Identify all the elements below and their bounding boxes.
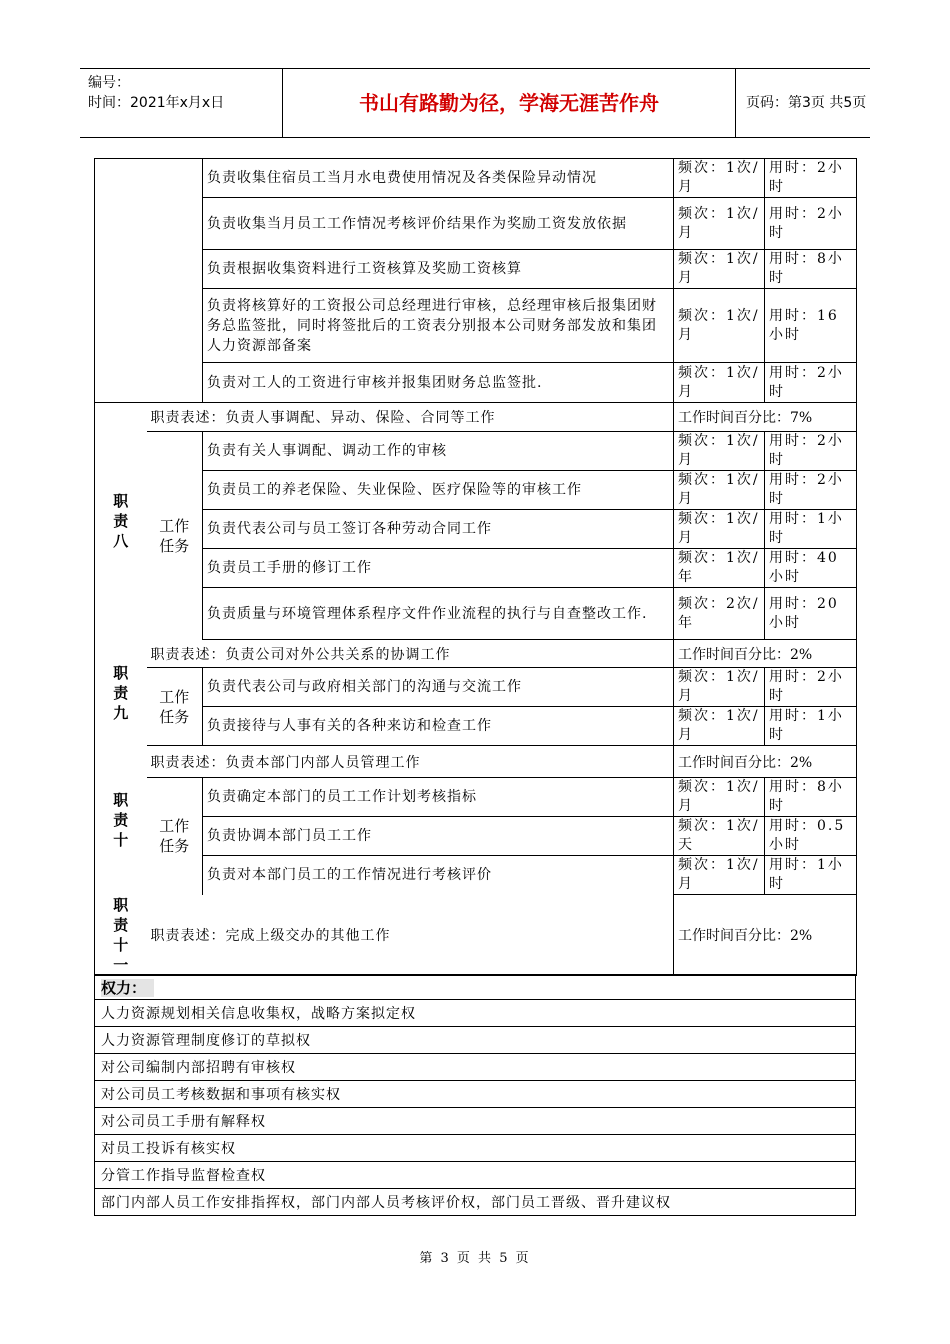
task-frequency: 频次：1次/天 [674, 817, 765, 856]
table-row [95, 250, 857, 289]
table-row [95, 289, 857, 363]
table-row [95, 817, 857, 856]
task-duration: 用时：2小时 [765, 668, 857, 707]
table-row [95, 588, 857, 640]
task-text: 负责收集当月员工工作情况考核评价结果作为奖励工资发放依据 [203, 198, 674, 250]
duty-description: 职责表述：负责本部门内部人员管理工作 [147, 746, 674, 778]
work-task-label: 工作 任务 [147, 778, 203, 895]
header-page-number: 页码：第3页 共5页 [746, 95, 867, 111]
task-frequency: 频次：1次/月 [674, 510, 765, 549]
duty-description-row [95, 403, 857, 432]
task-text: 负责收集住宿员工当月水电费使用情况及各类保险异动情况 [203, 159, 674, 198]
table-row [95, 471, 857, 510]
authority-item: 部门内部人员工作安排指挥权，部门内部人员考核评价权，部门员工晋级、晋升建议权 [95, 1189, 856, 1216]
authority-item: 对公司员工考核数据和事项有核实权 [95, 1081, 856, 1108]
task-frequency: 频次：1次/月 [674, 856, 765, 895]
task-duration: 用时：2小时 [765, 432, 857, 471]
list-item [95, 1054, 856, 1081]
section-label-10: 职 责 十 [95, 746, 147, 895]
task-frequency: 频次：1次/月 [674, 363, 765, 403]
task-duration: 用时：2小时 [765, 471, 857, 510]
duty-description-row [95, 640, 857, 668]
time-percentage: 工作时间百分比：7% [674, 403, 857, 432]
list-item [95, 1108, 856, 1135]
table-row [95, 856, 857, 895]
task-text: 负责确定本部门的员工工作计划考核指标 [203, 778, 674, 817]
authority-item: 分管工作指导监督检查权 [95, 1162, 856, 1189]
list-item [95, 1027, 856, 1054]
task-frequency: 频次：1次/月 [674, 707, 765, 746]
task-text: 负责有关人事调配、调动工作的审核 [203, 432, 674, 471]
task-duration: 用时：16小时 [765, 289, 857, 363]
task-duration: 用时：2小时 [765, 198, 857, 250]
task-text: 负责质量与环境管理体系程序文件作业流程的执行与自查整改工作. [203, 588, 674, 640]
task-duration: 用时：1小时 [765, 707, 857, 746]
document-number: 编号： [88, 75, 130, 91]
duty-table [94, 158, 857, 976]
time-percentage: 工作时间百分比：2% [674, 640, 857, 668]
list-item [95, 1081, 856, 1108]
task-duration: 用时：2小时 [765, 363, 857, 403]
table-row [95, 198, 857, 250]
task-text: 负责根据收集资料进行工资核算及奖励工资核算 [203, 250, 674, 289]
page-header [80, 68, 870, 138]
section-label-9: 职 责 九 [95, 640, 147, 746]
task-text: 负责协调本部门员工工作 [203, 817, 674, 856]
duty-description-row [95, 895, 857, 976]
duty-description-row [95, 746, 857, 778]
work-task-label: 工作 任务 [147, 668, 203, 746]
task-frequency: 频次：1次/月 [674, 198, 765, 250]
duty-description: 职责表述：负责公司对外公共关系的协调工作 [147, 640, 674, 668]
table-row [95, 510, 857, 549]
task-duration: 用时：0.5小时 [765, 817, 857, 856]
authority-title: 权力： [95, 975, 856, 1000]
task-frequency: 频次：1次/月 [674, 778, 765, 817]
table-row [95, 432, 857, 471]
header-motto: 书山有路勤为径，学海无涯苦作舟 [283, 69, 736, 137]
task-text: 负责接待与人事有关的各种来访和检查工作 [203, 707, 674, 746]
task-text: 负责员工手册的修订工作 [203, 549, 674, 588]
task-duration: 用时：40小时 [765, 549, 857, 588]
page-footer: 第 3 页 共 5 页 [419, 1251, 531, 1266]
authority-item: 对公司员工手册有解释权 [95, 1108, 856, 1135]
task-duration: 用时：20小时 [765, 588, 857, 640]
task-duration: 用时：2小时 [765, 159, 857, 198]
table-row [95, 363, 857, 403]
authority-item: 对公司编制内部招聘有审核权 [95, 1054, 856, 1081]
task-text: 负责对本部门员工的工作情况进行考核评价 [203, 856, 674, 895]
list-item [95, 1135, 856, 1162]
task-text: 负责对工人的工资进行审核并报集团财务总监签批. [203, 363, 674, 403]
authority-item: 对员工投诉有核实权 [95, 1135, 856, 1162]
duty-description: 职责表述：负责人事调配、异动、保险、合同等工作 [147, 403, 674, 432]
time-percentage: 工作时间百分比：2% [674, 746, 857, 778]
task-frequency: 频次：1次/年 [674, 549, 765, 588]
task-text: 负责代表公司与政府相关部门的沟通与交流工作 [203, 668, 674, 707]
table-row [95, 707, 857, 746]
duty-description: 职责表述：完成上级交办的其他工作 [147, 895, 674, 976]
table-row [95, 159, 857, 198]
task-frequency: 频次：1次/月 [674, 289, 765, 363]
table-row [95, 668, 857, 707]
list-item [95, 1189, 856, 1216]
table-row [95, 549, 857, 588]
time-percentage: 工作时间百分比：2% [674, 895, 857, 976]
task-duration: 用时：8小时 [765, 250, 857, 289]
authority-header-row [95, 975, 856, 1000]
task-frequency: 频次：1次/月 [674, 668, 765, 707]
task-frequency: 频次：1次/月 [674, 250, 765, 289]
task-frequency: 频次：1次/月 [674, 471, 765, 510]
task-frequency: 频次：1次/月 [674, 159, 765, 198]
list-item [95, 1162, 856, 1189]
header-meta [80, 69, 283, 137]
section-label-8: 职 责 八 [95, 403, 147, 640]
task-frequency: 频次：1次/月 [674, 432, 765, 471]
list-item [95, 1000, 856, 1027]
task-duration: 用时：1小时 [765, 856, 857, 895]
task-duration: 用时：8小时 [765, 778, 857, 817]
task-duration: 用时：1小时 [765, 510, 857, 549]
task-text: 负责代表公司与员工签订各种劳动合同工作 [203, 510, 674, 549]
section-label-11: 职 责 十 一 [95, 895, 147, 976]
task-text: 负责员工的养老保险、失业保险、医疗保险等的审核工作 [203, 471, 674, 510]
authority-table [94, 974, 856, 1216]
task-text: 负责将核算好的工资报公司总经理进行审核，总经理审核后报集团财务总监签批，同时将签批后的工资表分别报本公司财务部发放和集团人力资源部备案 [203, 289, 674, 363]
work-task-label: 工作 任务 [147, 432, 203, 640]
authority-item: 人力资源规划相关信息收集权，战略方案拟定权 [95, 1000, 856, 1027]
authority-item: 人力资源管理制度修订的草拟权 [95, 1027, 856, 1054]
table-row [95, 778, 857, 817]
task-frequency: 频次：2次/年 [674, 588, 765, 640]
document-date: 时间：2021年x月x日 [88, 95, 225, 111]
